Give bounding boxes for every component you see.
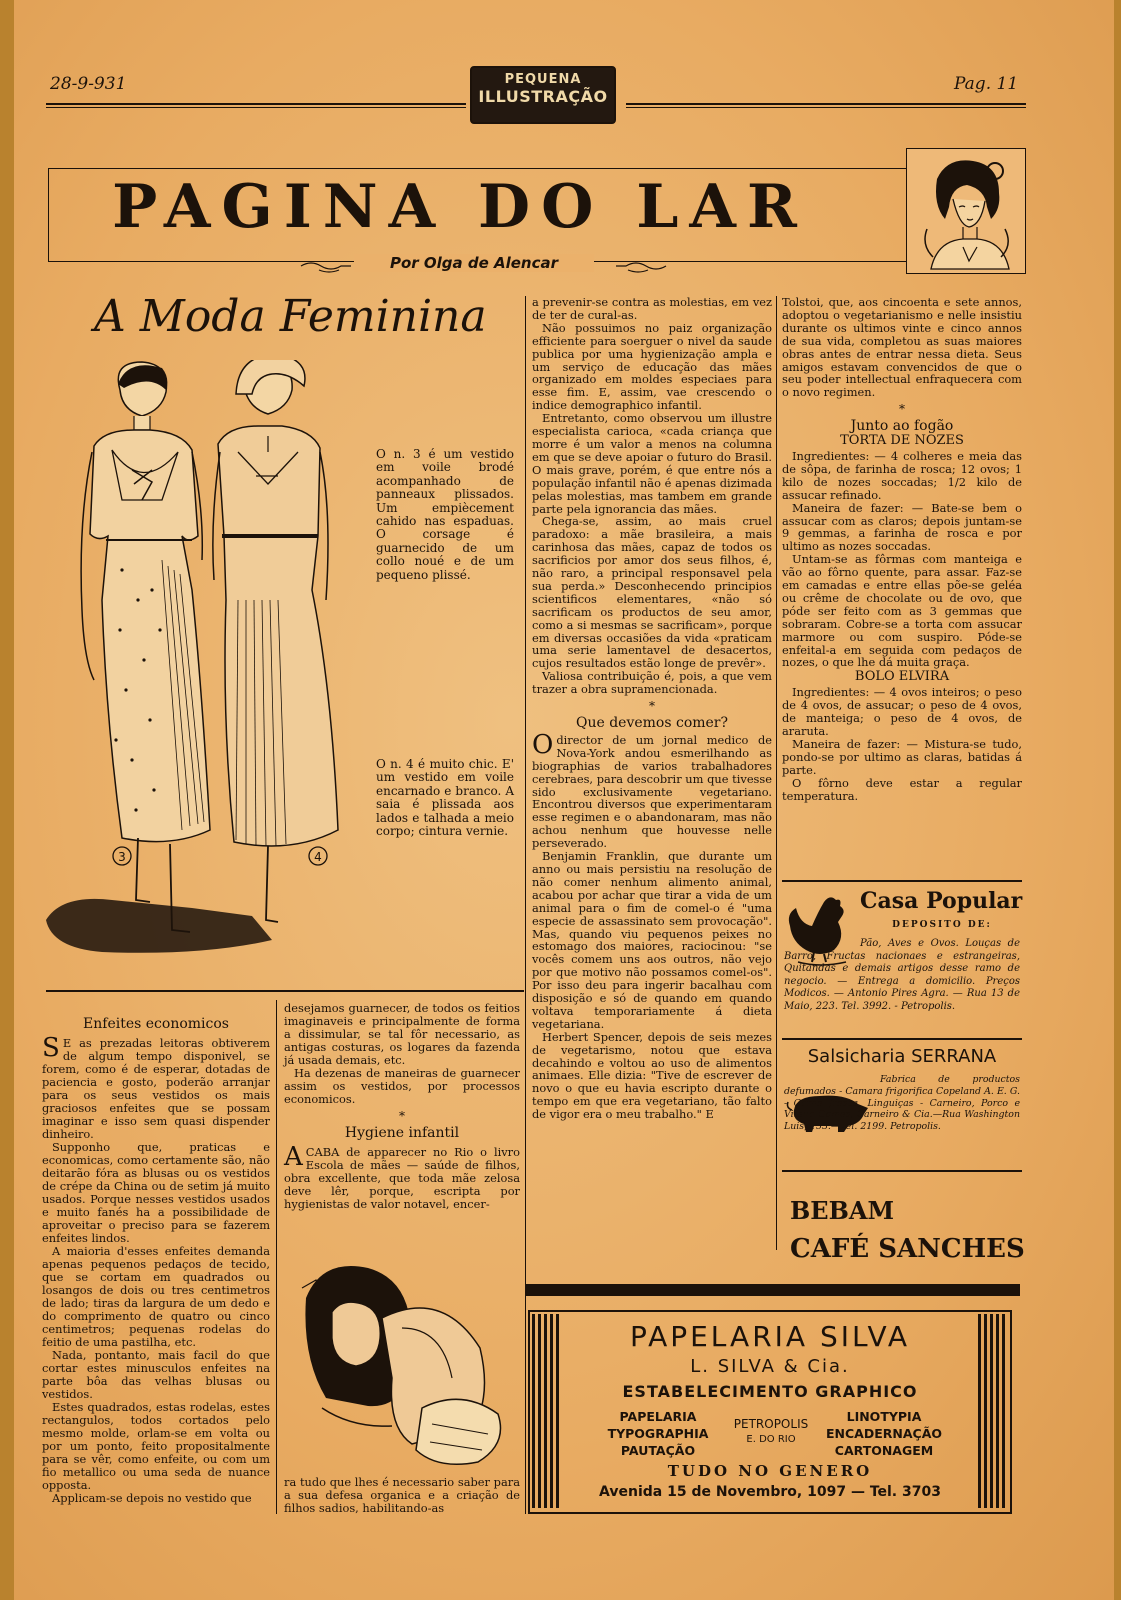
bebam-text: BEBAM: [790, 1196, 895, 1225]
papelaria-service-2: TYPOGRAPHIA: [607, 1426, 709, 1441]
newspaper-page: [14, 0, 1114, 1600]
serrana-title: Salsicharia SERRANA: [807, 1046, 997, 1067]
torta-method-2: Untam-se as fôrmas com manteiga e vão ao fôrno quente, para assar. Faz-se em camadas e entre ellas põe-se geléa ou crême de chocolate ou de ovo, que póde ser feito com as 3 gemmas que sobraram. Cobre-se a torta com assucar marmore ou com suspiro. Póde-se enfeital-a em seguida com pedaços de nozes, o que lhe dá muita graça.: [782, 552, 1022, 670]
enfeites-p2: Supponho que, praticas e economicas, como certamente são, não deitarão fóra as blusas ou os vestidos de crépe da China ou de setim já muito usados. Porque nesses vestidos usados e muito fanés ha a possibilidade de aproveitar o preciso para se fazerem enfeites lindos.: [42, 1140, 270, 1245]
papelaria-service-4: LINOTYPIA: [846, 1409, 922, 1424]
figure-number-3: 3: [118, 850, 126, 864]
middle-star: *: [649, 699, 655, 714]
section-title: PAGINA DO LAR: [112, 172, 808, 242]
cafe-sanches-text: CAFÉ SANCHES: [790, 1234, 1025, 1264]
fashion-caption-3: O n. 3 é um vestido em voile brodé acompanhado de panneaux plissados. Um empiècement cahido nas espaduas. O corsage é guarnecido de um collo noué e de um pequeno plissé.: [376, 447, 514, 582]
papelaria-stripes-left: [532, 1314, 562, 1508]
torta-title: TORTA DE NOZES: [840, 433, 964, 449]
middle-p4: Valiosa contribuição é, pois, a que vem trazer a obra supramencionada.: [532, 669, 772, 697]
papelaria-stripes-right: [978, 1314, 1008, 1508]
papelaria-address: Avenida 15 de Novembro, 1097 — Tel. 3703: [599, 1484, 941, 1500]
byline-flourish-right: [614, 258, 669, 274]
casa-popular-subtitle: DEPOSITO DE:: [892, 920, 992, 930]
papelaria-box: [528, 1310, 1012, 1514]
header-rule-right-thin: [626, 107, 1026, 108]
issue-date: 28-9-931: [50, 74, 127, 94]
middle-drop-cap: O: [532, 729, 554, 760]
bolo-method: Maneira de fazer: — Mistura-se tudo, pondo-se por ultimo as claras, batidas á parte.: [782, 736, 1022, 777]
enfeites-title: Enfeites economicos: [83, 1016, 229, 1032]
papelaria-location: [726, 1416, 816, 1448]
header-rule-right: [626, 103, 1026, 105]
enfeites-c2p1: desejamos guarnecer, de todos os feitios imaginaveis e principalmente de forma a dissimular, se tal fôr necessario, as antigas costuras, os logares da fazenda já usada demais, etc.: [284, 1001, 520, 1067]
bolo-oven: O fôrno deve estar a regular temperatura.: [782, 775, 1022, 803]
papelaria-services-left: [588, 1408, 728, 1459]
portrait-frame: [906, 148, 1026, 274]
middle-q3: Herbert Spencer, depois de seis mezes de vegetarismo, notou que estava decahindo e voltou ao uso de alimentos animaes. Elle dizia: "Tive de escrever de novo o que eu havia escripto durante o tempo em que era vegetariano, tão falto de vigor era o meu trabalho." E: [532, 1029, 772, 1122]
right-subtitle: Junto ao fogão: [850, 418, 954, 435]
right-p0: Tolstoi, que, aos cincoenta e sete annos, adoptou o vegetarianismo e nelle insistiu durante os ultimos vinte e cinco annos de sua vida, completou as suas maiores obras antes de entrar nessa dieta. Seus amigos estavam convencidos de que o seu poder intellectual enfraquecera com o novo regimen.: [782, 295, 1022, 400]
enfeites-column-1: [42, 1012, 270, 1505]
enfeites-p3: A maioria d'esses enfeites demanda apenas pequenos pedaços de tecido, que se cortam em quadrados ou losangos de dois ou tres centimetros de lado; tiras da largura de um dedo e do comprimento de quatro ou cinco centimetros; pequenas rodelas do feitio de uma pastilha, etc.: [42, 1244, 270, 1349]
casa-popular-text: Pão, Aves e Ovos. Louças de Barro, Fructas nacionaes e estrangeiras, Quitandas e demais artigos desse ramo de negocio. — Entrega a domicilio. Preços Modicos. — Antonio Pires Agra. — Rua 13 de Maio, 223. Tel. 3992. - Petropolis.: [784, 938, 1020, 1012]
column-rule-right: [776, 296, 777, 1250]
bolo-ingredients: Ingredientes: — 4 ovos inteiros; o peso de 4 ovos, de assucar; o peso de 4 ovos, de manteiga; o peso de 4 ovos, de araruta.: [782, 685, 1022, 738]
enfeites-p5: Estes quadrados, estas rodelas, estes rectangulos, todos cortados pelo mesmo molde, orlam-se em volta ou por um ponto, feito propositalmente para se vêr, como enfeite, ou com um fio metallico ou uma seda de nuance opposta.: [42, 1400, 270, 1492]
fashion-caption-4: O n. 4 é muito chic. E' um vestido em voile encarnado e branco. A saia é plissada aos lados e talhada a meio corpo; cintura vernie.: [376, 757, 514, 839]
ad-rule-3: [782, 1170, 1022, 1172]
papelaria-title: PAPELARIA SILVA: [629, 1320, 911, 1353]
column-rule-lower-left: [276, 1000, 277, 1514]
enfeites-p4: Nada, pontanto, mais facil do que cortar estes minusculos enfeites na parte bôa das velhas blusas ou vestidos.: [42, 1348, 270, 1401]
page-number: Pag. 11: [954, 74, 1019, 94]
middle-p3: Chega-se, assim, ao mais cruel paradoxo: a mãe brasileira, a mais carinhosa das mães, capaz de todos os sacrificios por amor dos seus filhos, é, não raro, a principal responsavel pela sua perda.» Desconhecendo principios scientificos elementares, «não só sacrificam os productos de seu amor, como a si mesmas se sacrificam», porque em diversas occasiões da vida «praticam uma serie lamentavel de desacertos, cujos resultados estão longe de prevêr».: [532, 514, 772, 671]
enfeites-star: *: [399, 1109, 405, 1123]
header-rule-left-thin: [46, 107, 466, 108]
hygiene-title: Hygiene infantil: [344, 1125, 460, 1141]
lower-left-rule: [46, 990, 524, 992]
papelaria-estab: ESTABELECIMENTO GRAPHICO: [622, 1382, 918, 1401]
hygiene-p1: CABA de apparecer no Rio o livro Escola de mães — saúde de filhos, obra excellente, que toda mãe zelosa deve lêr, porque, escripta por hygienistas de valor notavel, encer-: [284, 1145, 520, 1211]
papelaria-service-3: PAUTAÇÃO: [620, 1443, 696, 1458]
papelaria-tudo: TUDO NO GENERO: [667, 1462, 873, 1480]
papelaria-top-bar: [526, 1284, 1020, 1296]
enfeites-drop-cap: S: [42, 1033, 60, 1063]
papelaria-state: E. DO RIO: [746, 1434, 796, 1445]
torta-ingredients: Ingredientes: — 4 colheres e meia das de sôpa, de farinha de rosca; 12 ovos; 1 kilo de nozes soccadas; 1/2 kilo de assucar refinado.: [782, 448, 1022, 502]
right-star: *: [899, 402, 905, 417]
logo-line-2: ILLUSTRAÇÃO: [478, 87, 608, 106]
hygiene-bottom: ra tudo que lhes é necessario saber para a sua defesa organica e a criação de filhos sadios, habilitando-as: [284, 1475, 520, 1515]
papelaria-service-5: ENCADERNAÇÃO: [826, 1426, 942, 1441]
papelaria-service-1: PAPELARIA: [619, 1409, 697, 1424]
serrana-text: Fabrica de productos defumados - Camara frigorifica Copeland A. E. G. - Carne fresca, Linguiças - Carneiro, Porco e Vitella Gomes, Carneiro & Cia.—Rua Washington Luis, 153.—Tel. 2199. Petropolis.: [784, 1074, 1020, 1133]
middle-p1: Não possuimos no paiz organização efficiente para soerguer o nivel da saude publica por uma hygienização ampla e um serviço de educação das mães organizado em moldes especiaes para esse fim. E, assim, vae crescendo o indice demographico infantil.: [532, 320, 772, 413]
woman-portrait-illustration: [907, 149, 1025, 273]
papelaria-services-right: [814, 1408, 954, 1459]
enfeites-column-2: [284, 1002, 520, 1211]
right-column: [782, 296, 1022, 802]
logo-line-1: PEQUENA: [504, 72, 582, 87]
mother-child-illustration: [292, 1258, 516, 1470]
casa-popular-title: Casa Popular: [860, 888, 1023, 914]
torta-method: Maneira de fazer: — Bate-se bem o assucar com as claros; depois juntam-se 9 gemmas, a farinha de rosca e por ultimo as nozes soccadas.: [782, 500, 1022, 554]
bolo-title: BOLO ELVIRA: [854, 669, 950, 685]
enfeites-p1: E as prezadas leitoras obtiverem de algum tempo disponivel, se forem, como é de esperar, dotadas de paciencia e gosto, poderão arranjar para os seus vestidos os mais graciosos enfeites que se possam imaginar e isso sem quasi dispender dinheiro.: [42, 1036, 270, 1141]
header-rule-left: [46, 103, 466, 105]
byline: Por Olga de Alencar: [354, 254, 594, 272]
fashion-title: A Moda Feminina: [94, 291, 487, 342]
enfeites-p6: Applicam-se depois no vestido que: [52, 1491, 252, 1505]
middle-q2: Benjamin Franklin, que durante um anno ou mais persistiu na resolução de não comer nenhum alimento animal, acabou por achar que tirar a vida de um animal para o fim de comel-o é "uma especie de assassinato sem provocação". Mas, quando viu pequenos peixes no estomago dos maiores, raciocinou: "se vocês comem uns aos outros, não vejo por que motivo não possamos comel-os". Por isso deu para ingerir bacalhau com disposição e só de quando em quando voltava temporariamente á dieta vegetariana.: [532, 849, 772, 1031]
papelaria-service-6: CARTONAGEM: [834, 1443, 934, 1458]
middle-p0: a prevenir-se contra as molestias, em vez de ter de cural-as.: [532, 295, 772, 322]
papelaria-company: L. SILVA & Cia.: [690, 1356, 850, 1377]
middle-p2: Entretanto, como observou um illustre especialista carioca, «cada criança que morre é um valor a menos na columna em que se deve apoiar o futuro do Brasil. O mais grave, porém, é que entre nós a população infantil não é apenas dizimada pelas molestias, mas tambem em grande parte pela ignorancia das mães.: [532, 411, 772, 516]
hygiene-drop-cap: A: [284, 1142, 303, 1172]
middle-column: [532, 296, 772, 1121]
byline-flourish-left: [299, 258, 354, 274]
figure-number-4: 4: [314, 850, 322, 864]
ad-rule-1: [782, 880, 1022, 882]
middle-subtitle: Que devemos comer?: [575, 715, 729, 731]
papelaria-city: PETROPOLIS: [733, 1417, 809, 1431]
masthead-logo: [470, 66, 616, 124]
ad-rule-2: [782, 1038, 1022, 1040]
fashion-illustration: [42, 360, 342, 980]
enfeites-c2p2: Ha dezenas de maneiras de guarnecer assim os vestidos, por processos economicos.: [284, 1066, 520, 1106]
middle-q1: director de um jornal medico de Nova-York andou esmerilhando as biographias de varios trabalhadores cerebraes, para descobrir um que tivesse sido exclusivamente vegetariano. Encontrou diversos que experimentaram esse regimen e o abandonaram, mas não achou nenhum que houvesse nelle perseverado.: [532, 732, 772, 851]
column-rule-center: [525, 296, 526, 1514]
